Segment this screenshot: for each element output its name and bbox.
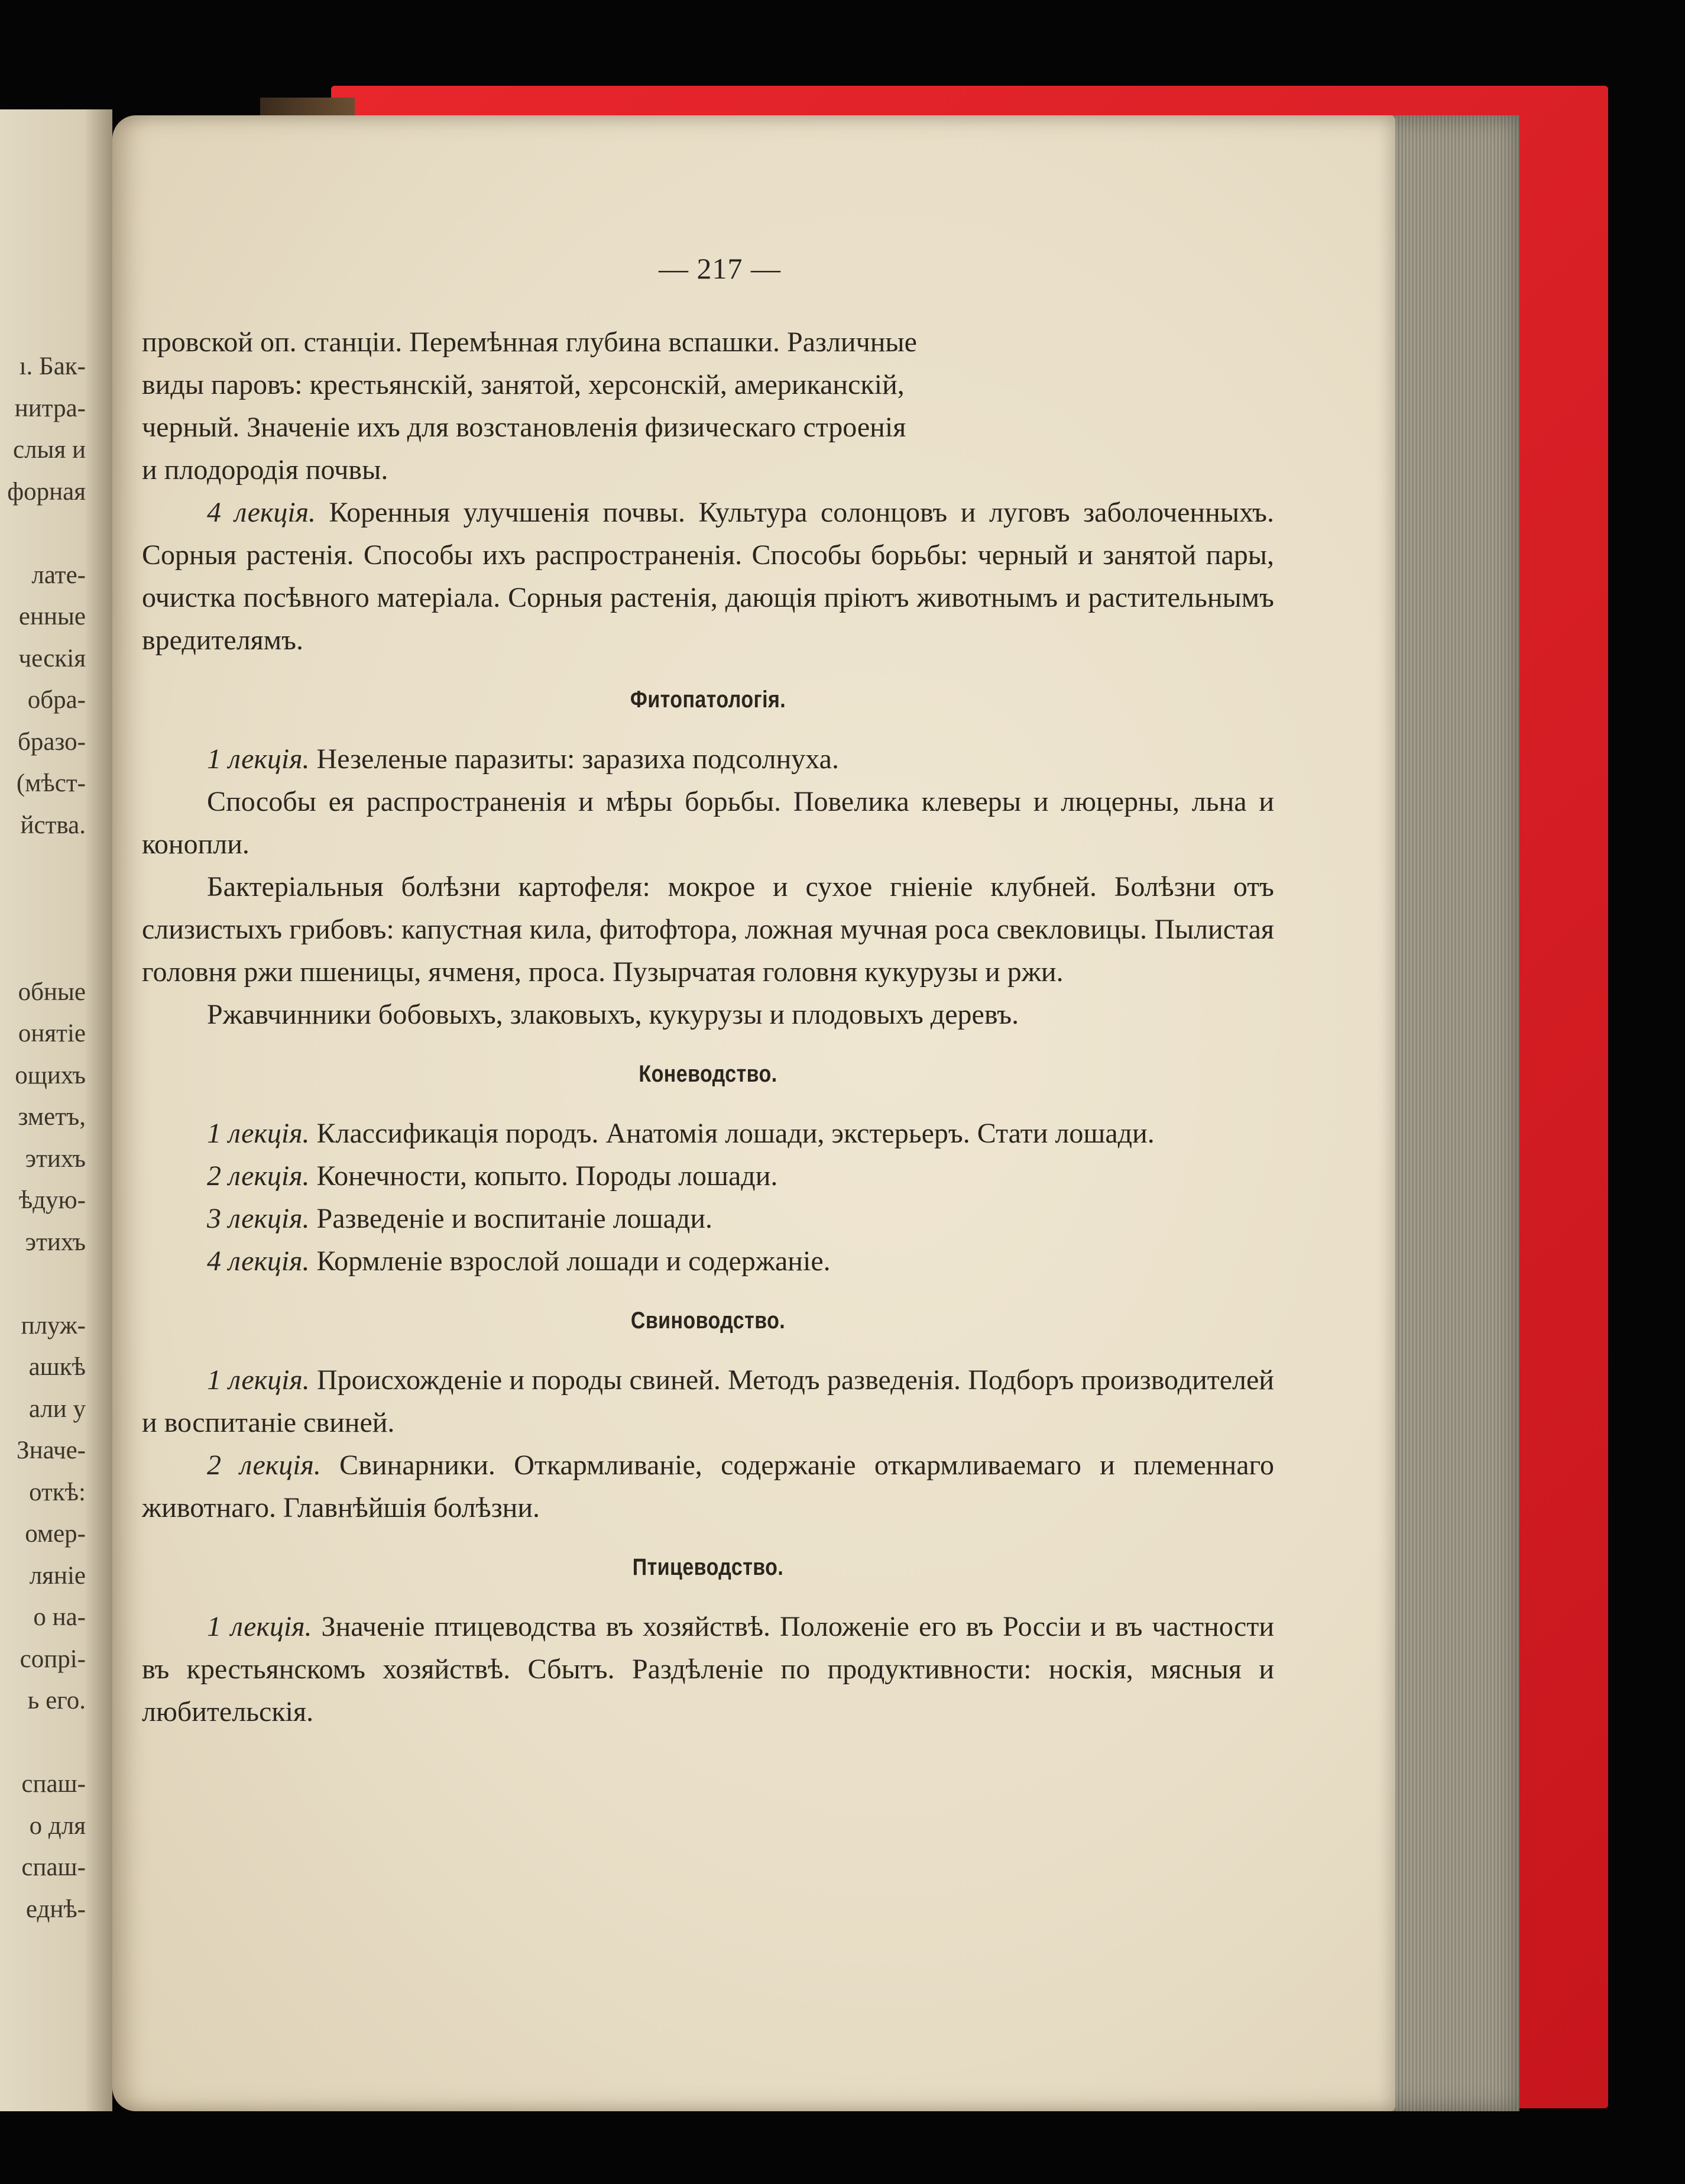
left-page-line: йства. <box>20 811 86 839</box>
paragraph-text: Кормленіе взрослой лошади и содержаніе. <box>309 1245 831 1277</box>
left-page-line: ı. Бак- <box>19 352 86 380</box>
text-line: и плодородія почвы. <box>142 454 388 486</box>
left-page-line <box>0 888 86 930</box>
section-heading: Птицеводство. <box>632 1554 784 1580</box>
left-page-line: сопрі- <box>20 1645 86 1673</box>
paragraph-text: Свинарники. Откармливаніе, содержаніе откармливаемаго и племеннаго животнаго. Главнѣйшія болѣзни. <box>142 1449 1274 1523</box>
paragraph-text: Значеніе птицеводства въ хозяйствѣ. Положеніе его въ Россіи и въ частности въ крестьянскомъ хозяйствѣ. Сбытъ. Раздѣленіе по продуктивности: носкія, мясныя и любительскія. <box>142 1611 1275 1727</box>
lecture-paragraph <box>142 491 1274 662</box>
left-page-line: обра- <box>27 686 86 714</box>
left-page-line: спаш- <box>21 1853 86 1881</box>
left-page-line <box>0 846 86 888</box>
lecture-number: 1 лекція. <box>207 1611 312 1642</box>
paragraph <box>142 866 1274 994</box>
paragraph-text: Происхожденіе и породы свиней. Методъ разведенія. Подборъ производителей и воспитаніе свиней. <box>142 1364 1274 1438</box>
left-page-line <box>0 1722 86 1764</box>
paragraph <box>142 1198 1274 1240</box>
left-page-line <box>0 930 86 972</box>
paragraph-text: Классификація породъ. Анатомія лошади, экстерьеръ. Стати лошади. <box>309 1118 1155 1149</box>
lecture-number: 2 лекція. <box>207 1449 321 1481</box>
left-page-line: (мѣст- <box>16 769 86 797</box>
paragraph-text: Бактеріальныя болѣзни картофеля: мокрое и сухое гніеніе клубней. Болѣзни отъ слизистыхъ грибовъ: капустная кила, фитофтора, ложная мучная роса свекловицы. Пылистая головня ржи пшеницы, ячменя, проса. Пузырчатая головня кукурузы и ржи. <box>142 871 1274 988</box>
paragraph <box>142 1359 1274 1444</box>
book-page <box>112 115 1395 2111</box>
left-page-line: али у <box>28 1394 86 1423</box>
text-line: виды паровъ: крестьянскій, занятой, херсонскій, американскій, <box>142 369 905 400</box>
left-page-line <box>0 1263 86 1305</box>
paragraph <box>142 1155 1274 1198</box>
paragraph <box>142 1444 1274 1529</box>
left-page-line: спаш- <box>21 1770 86 1798</box>
left-page-line: откѣ: <box>29 1478 86 1506</box>
paragraph <box>142 1112 1274 1155</box>
paragraph-text: Ржавчинники бобовыхъ, злаковыхъ, кукурузы и плодовыхъ деревъ. <box>207 999 1019 1030</box>
left-page-line: Значе- <box>17 1436 86 1464</box>
intro-paragraph <box>142 321 1274 491</box>
text-line: провской оп. станціи. Перемѣнная глубина вспашки. Различные <box>142 326 917 358</box>
left-page-line: ческія <box>18 644 86 672</box>
left-page-line: ляніе <box>29 1561 86 1590</box>
page-number: — 217 — <box>659 252 781 285</box>
left-page-line: омер- <box>25 1520 86 1548</box>
left-page-line: ь его. <box>27 1687 86 1714</box>
left-page-line: плуж- <box>21 1311 86 1339</box>
paragraph <box>142 994 1274 1036</box>
lecture-number: 4 лекція. <box>207 1245 310 1277</box>
left-page-line: этихъ <box>25 1144 86 1173</box>
paragraph <box>142 1606 1274 1733</box>
text-line: черный. Значеніе ихъ для возстановленія физическаго строенія <box>142 412 906 443</box>
paragraph <box>142 781 1274 866</box>
lecture-number: 1 лекція. <box>207 1118 310 1149</box>
left-page-line: нитра- <box>14 394 86 422</box>
left-page-text-fragments <box>0 346 86 1930</box>
lecture-text: Коренныя улучшенія почвы. Культура солонцовъ и луговъ заболоченныхъ. Сорныя растенія. Способы ихъ распространенія. Способы борьбы: черный и занятой пары, очистка посѣвного матеріала. Сорныя растенія, дающія пріютъ животнымъ и растительнымъ вредителямъ. <box>142 497 1275 656</box>
left-page-line: еднѣ- <box>25 1895 86 1923</box>
left-facing-page <box>0 109 112 2111</box>
paragraph-text: Разведеніе и воспитаніе лошади. <box>309 1203 713 1234</box>
left-page-line: форная <box>7 477 86 506</box>
paragraph <box>142 738 1274 781</box>
left-page-line: ѣдую- <box>18 1186 86 1214</box>
sections <box>142 687 1274 1733</box>
left-page-line: слыя и <box>13 436 86 464</box>
left-page-line: о для <box>29 1811 86 1840</box>
paragraph-text: Способы ея распространенія и мѣры борьбы. Повелика клеверы и люцерны, льна и конопли. <box>142 786 1274 860</box>
left-page-line: обные <box>18 978 86 1006</box>
left-page-line: ашкѣ <box>28 1353 86 1381</box>
left-page-line: ощихъ <box>15 1061 86 1089</box>
lecture-number: 1 лекція. <box>207 743 310 775</box>
lecture-number: 3 лекція. <box>207 1203 310 1234</box>
left-page-line: онятіе <box>18 1020 86 1047</box>
left-page-line: енные <box>18 603 86 630</box>
left-page-line: лате- <box>31 561 86 589</box>
left-page-line: этихъ <box>25 1228 86 1256</box>
section-heading: Свиноводство. <box>630 1308 786 1334</box>
paragraph-text: Незеленые паразиты: заразиха подсолнуха. <box>309 743 839 775</box>
lecture-number: 2 лекція. <box>207 1160 310 1192</box>
page-edges <box>1378 115 1519 2111</box>
section-heading: Фитопатологія. <box>630 687 786 713</box>
left-page-line <box>0 513 86 555</box>
paragraph-text: Конечности, копыто. Породы лошади. <box>309 1160 778 1192</box>
left-page-line: о на- <box>33 1603 86 1631</box>
page-text <box>142 251 1274 1733</box>
lecture-number: 1 лекція. <box>207 1364 310 1396</box>
section-heading: Коневодство. <box>639 1061 777 1087</box>
paragraph <box>142 1240 1274 1283</box>
left-page-line: бразо- <box>17 727 86 756</box>
lecture-number: 4 лекція. <box>207 497 316 528</box>
left-page-line: зметъ, <box>18 1103 86 1131</box>
